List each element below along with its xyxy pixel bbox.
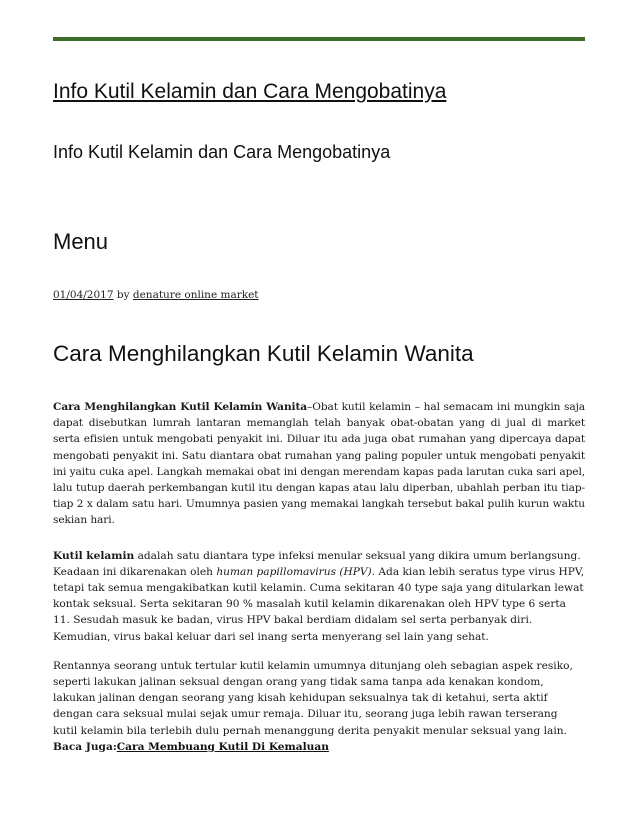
post-title: Cara Menghilangkan Kutil Kelamin Wanita — [53, 341, 474, 366]
post-meta — [53, 289, 259, 301]
read-also-colon: : — [112, 740, 117, 753]
post-paragraph-1-lead: Cara Menghilangkan Kutil Kelamin Wanita — [53, 401, 308, 413]
post-paragraph-3 — [53, 658, 585, 755]
post-paragraph-2-text-a: adalah satu diantara type infeksi menular seksual yang dikira umum berlangsung. Keadaan ini dikarenakan oleh — [53, 549, 581, 578]
post-paragraph-1-text: –Obat kutil kelamin – hal semacam ini mungkin saja dapat disebutkan lumrah lantaran memanglah telah banyak obat-obatan yang di jual di market serta efisien untuk mengobati penyakit ini. Diluar itu ada juga obat rumahan yang dipercaya dapat mengobati penyakit ini. Satu diantara obat rumahan yang paling populer untuk mengobati penyakit ini yaitu cuka apel. Langkah memakai obat ini dengan merendam kapas pada larutan cuka sari apel, lalu tutup daerah perkembangan kutil itu dengan kapas atau lalu diperban, ubahlah perban itu tiap-tiap 2 x dalam satu hari. Umumnya pasien yang memakai langkah tersebut bakal pulih kurun waktu sekian hari. — [53, 401, 585, 527]
post-meta-by: by — [116, 289, 130, 301]
read-also-link[interactable]: Cara Membuang Kutil Di Kemaluan — [116, 740, 329, 753]
post-paragraph-2-text-b: . Ada kian lebih seratus type virus HPV, tetapi tak semua mengakibatkan kutil kelamin. Cuma sekitaran 40 type saja yang ditularkan lewat kontak seksual. Serta sekitaran 90 % masalah kutil kelamin dikarenakan oleh HPV type 6 serta 11. Sesudah masuk ke badan, virus HPV bakal berdiam didalam sel serta perbanyak diri. Kemudian, virus bakal keluar dari sel inang serta menyerang sel lain yang sehat. — [53, 565, 585, 643]
post-paragraph-2-virus-name: human papillomavirus (HPV) — [216, 565, 372, 578]
post-paragraph-2-lead: Kutil kelamin — [53, 549, 135, 562]
site-title[interactable]: Info Kutil Kelamin dan Cara Mengobatinya — [53, 80, 447, 103]
post-paragraph-2 — [53, 548, 585, 645]
header-top-rule — [53, 37, 585, 41]
post-author-link[interactable]: denature online market — [132, 289, 259, 301]
site-description: Info Kutil Kelamin dan Cara Mengobatinya — [53, 142, 391, 162]
menu-toggle[interactable]: Menu — [53, 229, 109, 254]
post-paragraph-1 — [53, 399, 585, 529]
read-also-label: Baca Juga — [53, 740, 113, 753]
post-content — [53, 399, 585, 755]
post-paragraph-3-text: Rentannya seorang untuk tertular kutil kelamin umumnya ditunjang oleh sebagian aspek resiko, seperti lakukan jalinan seksual dengan orang yang tidak sama tanpa ada kenakan kondom, lakukan jalinan dengan seorang yang kisah kehidupan seksualnya tak di ketahui, serta aktif dengan cara seksual mulai sejak umur remaja. Diluar itu, seorang juga lebih rawan terserang kutil kelamin bila terlebih dulu pernah menanggung derita penyakit menular seksual yang lain. — [53, 659, 573, 737]
post-date-link[interactable]: 01/04/2017 — [53, 289, 114, 301]
